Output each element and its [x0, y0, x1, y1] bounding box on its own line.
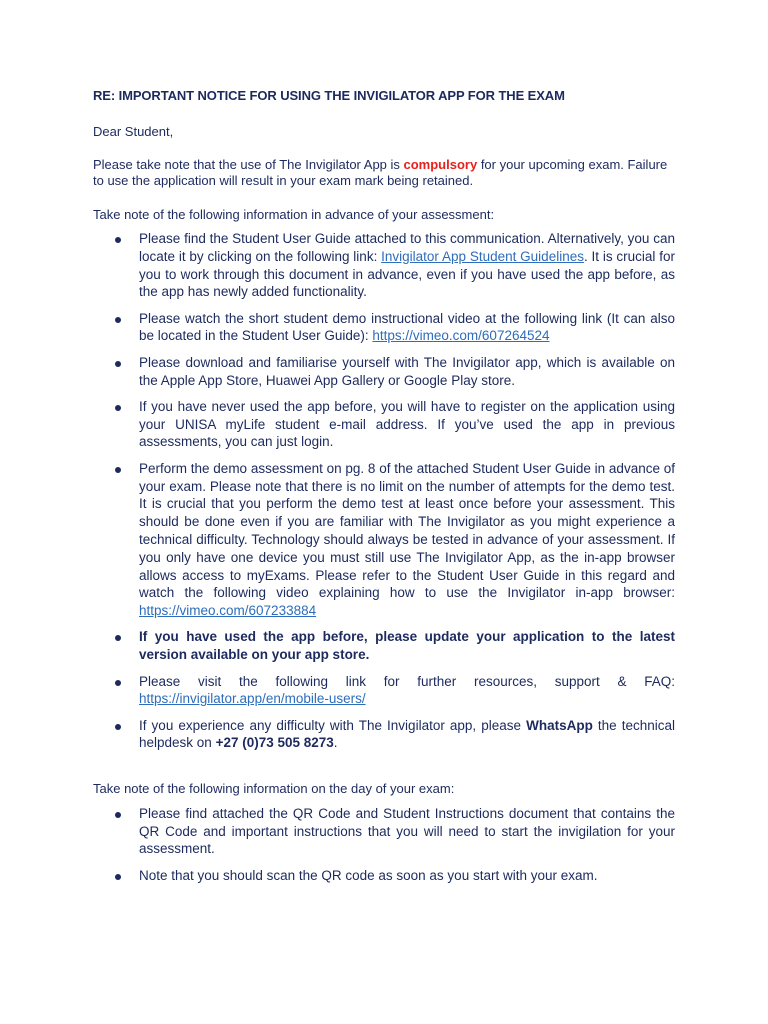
compulsory-emphasis: compulsory	[403, 156, 478, 172]
bullet-icon	[115, 317, 121, 323]
item-text: .	[333, 735, 338, 751]
whatsapp-label: WhatsApp	[526, 717, 593, 733]
list-item	[93, 867, 675, 885]
intro-text-after: for your upcoming exam. Failure to use the application will result in your exam mark being retained.	[93, 156, 668, 188]
item-text: If you experience any difficulty with The Invigilator app, please	[139, 717, 527, 733]
item-text: Please download and familiarise yourself with The Invigilator app, which is available on the Apple App Store, Huawei App Gallery or Google Play store.	[139, 354, 675, 388]
list-item	[93, 628, 675, 664]
item-text: Please watch the short student demo instructional video at the following link (It can also be located in the Student User Guide):	[139, 310, 675, 344]
list-item	[93, 717, 675, 753]
bullet-icon	[115, 405, 121, 411]
item-text: Note that you should scan the QR code as soon as you start with your exam.	[139, 867, 598, 883]
demo-video-link[interactable]: https://vimeo.com/607264524	[372, 328, 550, 344]
item-text: Please visit the following link for further resources, support & FAQ:	[139, 673, 675, 689]
salutation: Dear Student,	[93, 124, 174, 139]
item-text: Please find the Student User Guide attached to this communication. Alternatively, you can locate it by clicking on the following link:	[139, 231, 675, 264]
exam-day-list	[93, 805, 675, 885]
student-guidelines-link[interactable]: Invigilator App Student Guidelines	[381, 248, 584, 264]
intro-text-before: Please take note that the use of The Invigilator App is	[93, 156, 404, 172]
item-text: If you have never used the app before, you will have to register on the application using your UNISA myLife student e-mail address. If you’ve used the app in previous assessments, you can just login.	[139, 398, 675, 450]
letter-heading: RE: IMPORTANT NOTICE FOR USING THE INVIGILATOR APP FOR THE EXAM	[93, 88, 565, 103]
list-item	[93, 310, 675, 346]
mobile-users-link[interactable]: https://invigilator.app/en/mobile-users/	[139, 691, 366, 707]
list-item	[93, 398, 675, 451]
advance-lead: Take note of the following information in advance of your assessment:	[93, 206, 495, 222]
bullet-icon	[115, 680, 121, 686]
bullet-icon	[115, 724, 121, 730]
list-item	[93, 673, 675, 709]
item-text: Please find attached the QR Code and Student Instructions document that contains the QR Code and important instructions that you will need to start the invigilation for your assessment.	[139, 805, 675, 857]
bullet-icon	[115, 812, 121, 818]
item-text: Perform the demo assessment on pg. 8 of the attached Student User Guide in advance of your exam. Please note that there is no limit on the number of attempts for the demo test. It is crucial that you perform the demo test at least once before your assessment. This should be done even if you are familiar with The Invigilator as you might experience a technical difficulty. Technology should always be tested in advance of your assessment. If you only have one device you must still use The Invigilator App, as the in-app browser allows access to myExams. Please refer to the Student User Guide in this regard and watch the following video explaining how to use the Invigilator in-app browser:	[139, 460, 675, 601]
list-item	[93, 805, 675, 858]
exam-day-lead: Take note of the following information on the day of your exam:	[93, 781, 455, 797]
helpdesk-number: +27 (0)73 505 8273	[215, 735, 334, 751]
list-item	[93, 230, 675, 301]
bullet-icon	[115, 874, 121, 880]
item-text: . It is crucial for you to work through this document in advance, even if you have used the app before, as the app has newly added functionality.	[139, 248, 675, 300]
list-item	[93, 460, 675, 620]
intro-paragraph	[93, 157, 675, 190]
item-text: the technical helpdesk on	[139, 717, 675, 751]
in-app-browser-video-link[interactable]: https://vimeo.com/607233884	[139, 603, 317, 619]
bullet-icon	[115, 361, 121, 367]
exam-day-section	[93, 781, 675, 884]
bullet-icon	[115, 237, 121, 243]
bullet-icon	[115, 467, 121, 473]
bullet-icon	[115, 635, 121, 641]
update-app-notice: If you have used the app before, please update your application to the latest version available on your app store.	[139, 629, 675, 663]
advance-list	[93, 230, 675, 752]
list-item	[93, 354, 675, 390]
